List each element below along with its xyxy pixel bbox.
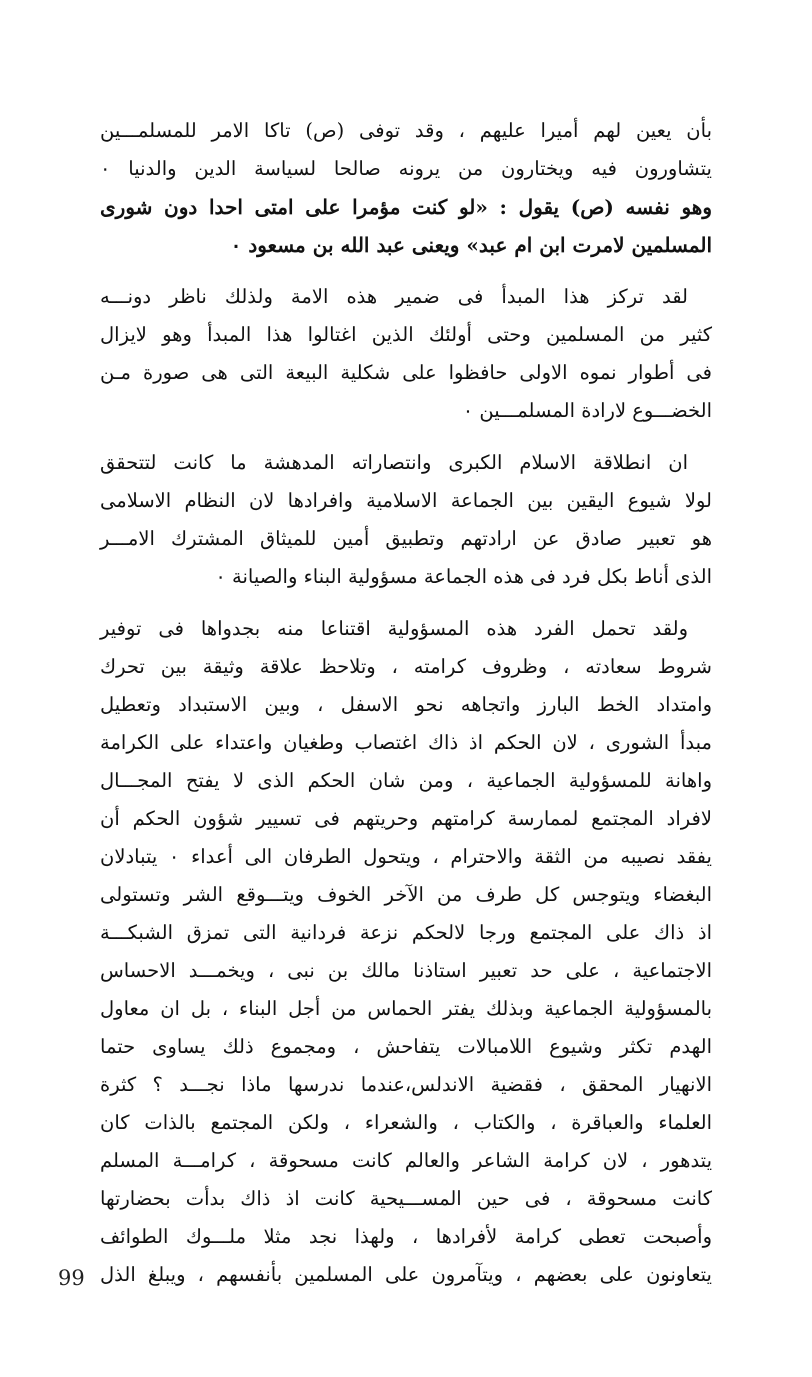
text-line: العلماء والعباقرة ، والكتاب ، والشعراء ، ولكن المجتمع بالذات كان xyxy=(100,1111,712,1134)
text-line: يتشاورون فيه ويختارون من يرونه صالحا لسياسة الدين والدنيا ٠ xyxy=(100,157,712,180)
text-line: واهانة للمسؤولية الجماعية ، ومن شان الحكم الذى لا يفتح المجـــال xyxy=(100,769,712,792)
text-line: هو تعبير صادق عن ارادتهم وتطبيق أمين للميثاق المشترك الامـــر xyxy=(100,527,712,550)
text-line: كثير من المسلمين وحتى أولئك الذين اغتالوا هذا المبدأ وهو لايزال xyxy=(100,323,712,346)
text-line: لولا شيوع اليقين بين الجماعة الاسلامية وافرادها لان النظام الاسلامى xyxy=(100,489,712,512)
text-line: لقد تركز هذا المبدأ فى ضمير هذه الامة ولذلك ناظر دونـــه xyxy=(100,285,688,308)
paragraph-gap xyxy=(100,264,712,278)
text-line: وامتداد الخط البارز واتجاهه نحو الاسفل ، وبين الاستبداد وتعطيل xyxy=(100,693,712,716)
quote-line: وهو نفسه (ص) يقول : «لو كنت مؤمرا على امتى احدا دون شورى xyxy=(100,195,712,219)
text-line: الانهيار المحقق ، فقضية الاندلس،عندما ندرسها ماذا نجـــد ؟ كثرة xyxy=(100,1073,712,1096)
text-line: يتعاونون على بعضهم ، ويتآمرون على المسلمين بأنفسهم ، ويبلغ الذل xyxy=(100,1263,712,1286)
paragraph-2 xyxy=(100,278,712,430)
text-line: بأن يعين لهم أميرا عليهم ، وقد توفى (ص) تاكا الامر للمسلمـــين xyxy=(100,119,712,142)
text-line: يتدهور ، لان كرامة الشاعر والعالم كانت مسحوقة ، كرامـــة المسلم xyxy=(100,1149,712,1172)
quote-line: المسلمين لامرت ابن ام عبد» ويعنى عبد الله بن مسعود ٠ xyxy=(230,233,712,257)
text-line: البغضاء ويتوجس كل طرف من الآخر الخوف ويتـــوقع الشر وتستولى xyxy=(100,883,712,906)
body-text xyxy=(100,112,712,1294)
text-line: ان انطلاقة الاسلام الكبرى وانتصاراته المدهشة ما كانت لتتحقق xyxy=(100,451,688,474)
text-line: الاجتماعية ، على حد تعبير استاذنا مالك بن نبى ، ويخمـــد الاحساس xyxy=(100,959,712,982)
text-line: فى أطوار نموه الاولى حافظوا على شكلية البيعة التى هى صورة مـن xyxy=(100,361,712,384)
paragraph-4 xyxy=(100,610,712,1294)
text-line: يفقد نصيبه من الثقة والاحترام ، ويتحول الطرفان الى أعداء ٠ يتبادلان xyxy=(100,845,712,868)
text-line: اذ ذاك على المجتمع ورجا لالحكم نزعة فردانية التى تمزق الشبكـــة xyxy=(100,921,712,944)
text-line: وأصبحت تعطى كرامة لأفرادها ، ولهذا نجد مثلا ملـــوك الطوائف xyxy=(100,1225,712,1248)
paragraph-gap xyxy=(100,430,712,444)
text-line: الذى أناط بكل فرد فى هذه الجماعة مسؤولية البناء والصيانة ٠ xyxy=(215,565,712,588)
text-line: شروط سعادته ، وظروف كرامته ، وتلاحظ علاقة وثيقة بين تحرك xyxy=(100,655,712,678)
text-line: الخضـــوع لارادة المسلمـــين ٠ xyxy=(462,399,712,422)
text-line: لافراد المجتمع لممارسة كرامتهم وحريتهم فى تسيير شؤون الحكم أن xyxy=(100,807,712,830)
paragraph-1 xyxy=(100,112,712,264)
text-line: ولقد تحمل الفرد هذه المسؤولية اقتناعا منه بجدواها فى توفير xyxy=(100,617,688,640)
text-line: مبدأ الشورى ، لان الحكم اذ ذاك اغتصاب وطغيان واعتداء على الكرامة xyxy=(100,731,712,754)
text-line: بالمسؤولية الجماعية وبذلك يفتر الحماس من أجل البناء ، بل ان معاول xyxy=(100,997,712,1020)
paragraph-3 xyxy=(100,444,712,596)
paragraph-gap xyxy=(100,596,712,610)
text-line: الهدم تكثر وشيوع اللامبالات يتفاحش ، ومجموع ذلك يساوى حتما xyxy=(100,1035,712,1058)
text-line: كانت مسحوقة ، فى حين المســـيحية كانت اذ ذاك بدأت بحضارتها xyxy=(100,1187,712,1210)
page-number: 99 xyxy=(58,1266,85,1290)
